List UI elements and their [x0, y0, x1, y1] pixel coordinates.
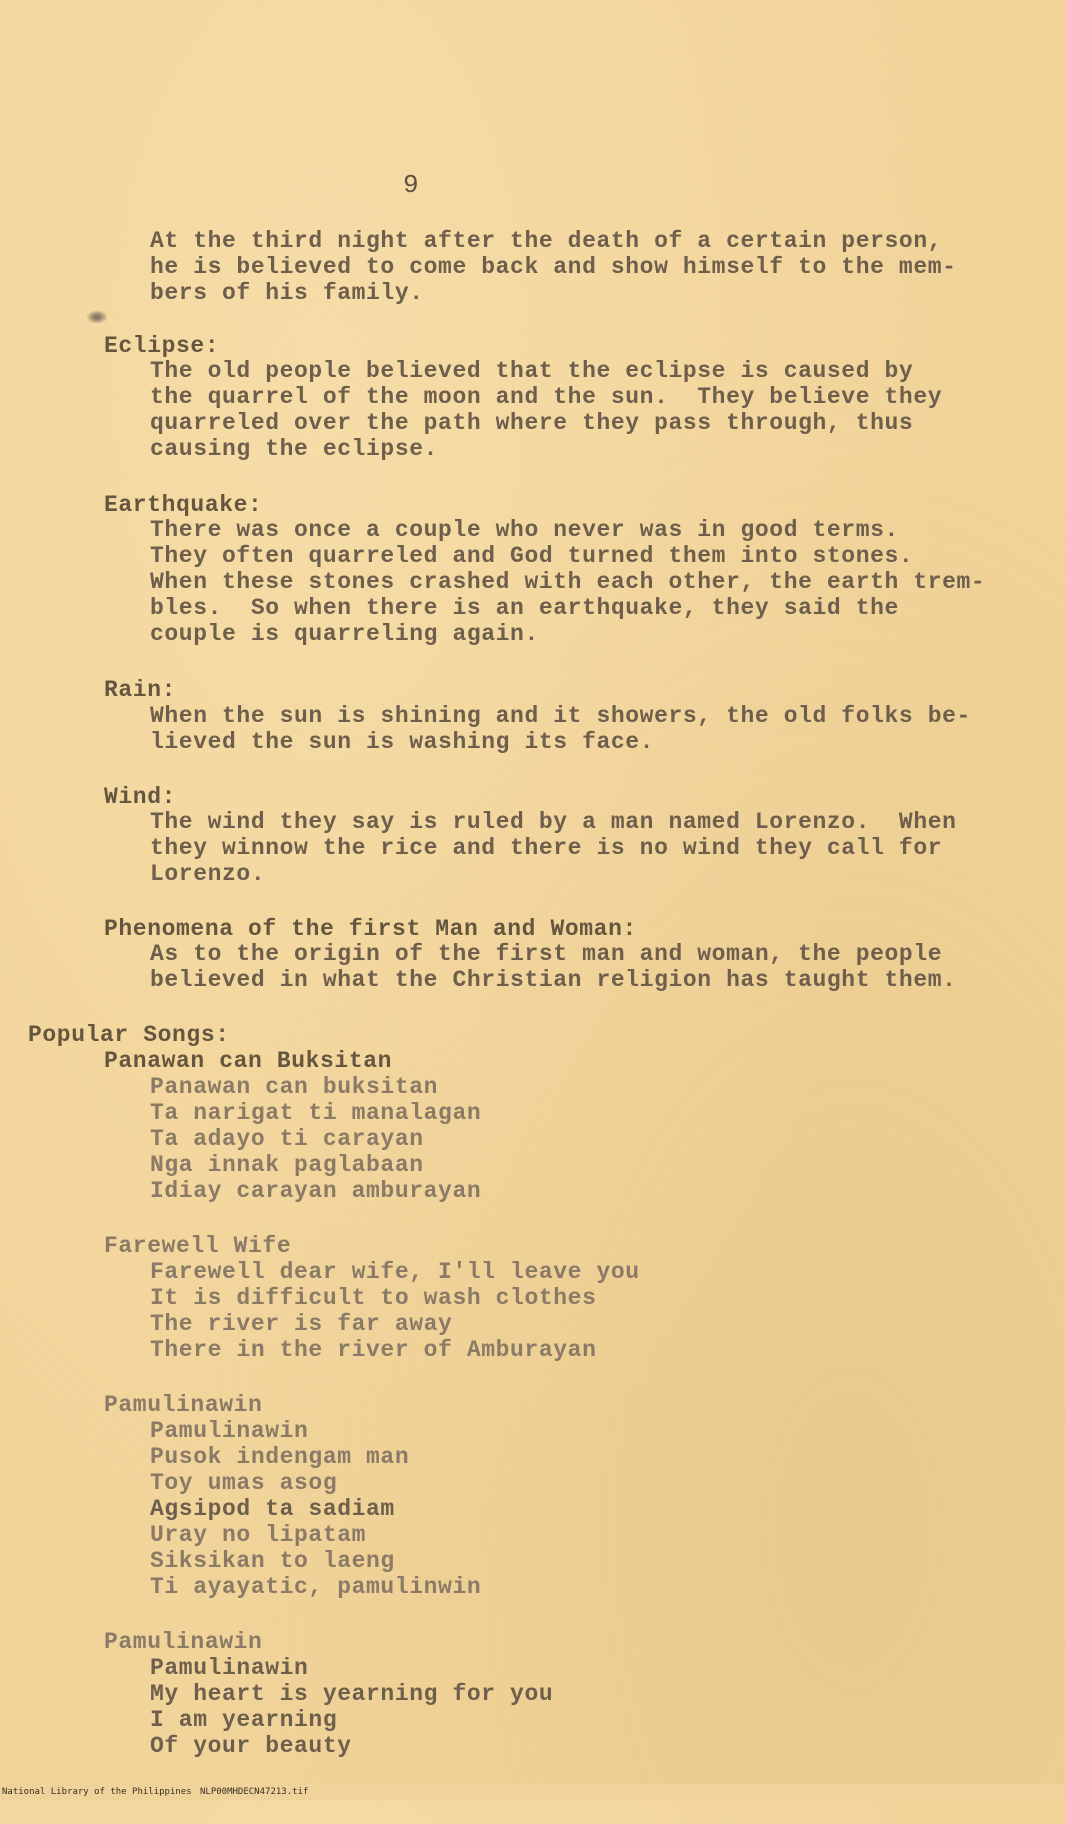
- song-title: Farewell Wife: [104, 1233, 292, 1259]
- song-title: Pamulinawin: [104, 1392, 263, 1418]
- song-line: Farewell dear wife, I'll leave you: [150, 1259, 640, 1285]
- phenomena-heading: Phenomena of the first Man and Woman:: [104, 916, 637, 942]
- song-line: Idiay carayan amburayan: [150, 1178, 482, 1204]
- earthquake-heading: Earthquake:: [104, 492, 263, 518]
- wind-line: Lorenzo.: [150, 861, 266, 887]
- song-line: It is difficult to wash clothes: [150, 1285, 597, 1311]
- song-line: Ta narigat ti manalagan: [150, 1100, 482, 1126]
- wind-heading: Wind:: [104, 784, 177, 810]
- song-line: Panawan can buksitan: [150, 1074, 439, 1100]
- popular-songs-heading: Popular Songs:: [28, 1022, 230, 1048]
- phenomena-line: believed in what the Christian religion has taught them.: [150, 967, 957, 993]
- song-line: Ti ayayatic, pamulinwin: [150, 1574, 482, 1600]
- ink-smudge: [86, 310, 108, 324]
- rain-line: When the sun is shining and it showers, the old folks be-: [150, 703, 971, 729]
- eclipse-heading: Eclipse:: [104, 333, 220, 359]
- song-line: The river is far away: [150, 1311, 453, 1337]
- eclipse-line: quarreled over the path where they pass through, thus: [150, 410, 914, 436]
- earthquake-line: They often quarreled and God turned them into stones.: [150, 543, 914, 569]
- phenomena-line: As to the origin of the first man and woman, the people: [150, 941, 943, 967]
- earthquake-line: couple is quarreling again.: [150, 621, 539, 647]
- eclipse-line: causing the eclipse.: [150, 436, 439, 462]
- archive-footer: [0, 1784, 1065, 1800]
- song-line: My heart is yearning for you: [150, 1681, 554, 1707]
- song-line: Pamulinawin: [150, 1418, 309, 1444]
- song-line: Ta adayo ti carayan: [150, 1126, 424, 1152]
- song-line: Nga innak paglabaan: [150, 1152, 424, 1178]
- song-line: Agsipod ta sadiam: [150, 1496, 395, 1522]
- earthquake-line: bles. So when there is an earthquake, they said the: [150, 595, 899, 621]
- earthquake-line: When these stones crashed with each other, the earth trem-: [150, 569, 986, 595]
- page-number: 9: [403, 170, 419, 200]
- rain-line: lieved the sun is washing its face.: [150, 729, 655, 755]
- intro-line: bers of his family.: [150, 280, 424, 306]
- eclipse-line: the quarrel of the moon and the sun. They believe they: [150, 384, 943, 410]
- song-line: There in the river of Amburayan: [150, 1337, 597, 1363]
- wind-line: they winnow the rice and there is no wind they call for: [150, 835, 943, 861]
- footer-library-name: National Library of the Philippines: [2, 1787, 192, 1797]
- song-line: Pamulinawin: [150, 1655, 309, 1681]
- song-line: Siksikan to laeng: [150, 1548, 395, 1574]
- earthquake-line: There was once a couple who never was in good terms.: [150, 517, 899, 543]
- song-title: Panawan can Buksitan: [104, 1048, 393, 1074]
- song-title: Pamulinawin: [104, 1629, 263, 1655]
- wind-line: The wind they say is ruled by a man named Lorenzo. When: [150, 809, 957, 835]
- song-line: Uray no lipatam: [150, 1522, 367, 1548]
- footer-file-name: NLP00MHDECN47213.tif: [200, 1787, 309, 1797]
- intro-line: At the third night after the death of a certain person,: [150, 228, 943, 254]
- rain-heading: Rain:: [104, 677, 177, 703]
- eclipse-line: The old people believed that the eclipse is caused by: [150, 358, 914, 384]
- song-line: Pusok indengam man: [150, 1444, 410, 1470]
- song-line: Toy umas asog: [150, 1470, 338, 1496]
- song-line: Of your beauty: [150, 1733, 352, 1759]
- intro-line: he is believed to come back and show himself to the mem-: [150, 254, 957, 280]
- song-line: I am yearning: [150, 1707, 338, 1733]
